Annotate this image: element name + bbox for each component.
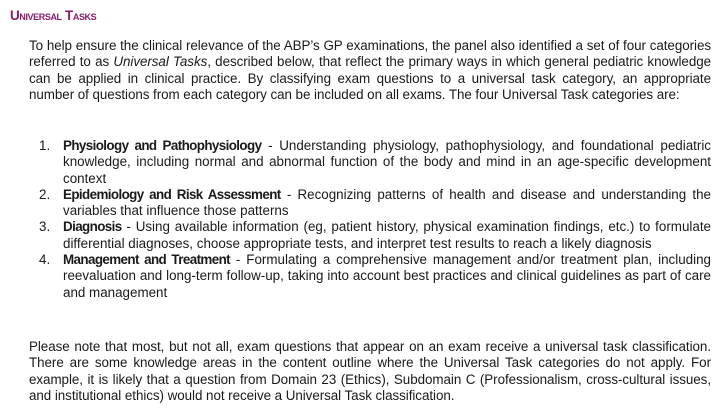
task-description: - Formulating a comprehensive management and/or treatment plan, including reevaluation and long-term follow-up, taking into account best practices and clinical guidelines as part of care and management: [63, 252, 711, 300]
task-term: Epidemiology and Risk Assessment: [63, 186, 281, 202]
intro-text-2: , described below, that reflect the primary ways in which general pediatric knowledge can be applied in clinical practice. By classifying exam questions to a universal task category, an appropriate number of questions from each category can be included on all exams. The four Universal Task categories are:: [29, 54, 712, 102]
note-paragraph: Please note that most, but not all, exam questions that appear on an exam receive a universal task classification. There are some knowledge areas in the content outline where the Universal Task categories do not apply. For example, it is likely that a question from Domain 23 (Ethics), Subdomain C (Professionalism, cross-cultural issues, and institutional ethics) would not receive a Universal Task classification.: [29, 339, 711, 403]
task-number: 4.: [39, 252, 51, 268]
intro-text-1: To help ensure the clinical relevance of the ABP’s GP examinations, the panel also identified a set of four categories referred to as: [29, 38, 711, 70]
universal-task-list: [29, 138, 711, 301]
task-term: Diagnosis: [63, 219, 122, 235]
task-item-physiology: [29, 138, 711, 187]
task-item-epidemiology: [29, 187, 711, 220]
task-term: Management and Treatment: [63, 252, 231, 268]
intro-italic-term: Universal Tasks: [113, 54, 208, 70]
intro-paragraph: [29, 38, 711, 103]
task-number: 2.: [39, 186, 51, 202]
task-term: Physiology and Pathophysiology: [63, 138, 262, 153]
task-number: 3.: [39, 219, 51, 235]
task-description: - Understanding physiology, pathophysiology, and foundational pediatric knowledge, including normal and abnormal function of the body and mind in an age-specific development context: [63, 138, 712, 186]
section-title: Universal Tasks: [10, 8, 97, 23]
task-item-management: [29, 252, 711, 301]
task-description: - Using available information (eg, patient history, physical examination findings, etc.) to formulate differential diagnoses, choose appropriate tests, and interpret test results to reach a likely diagnosis: [63, 219, 711, 251]
task-item-diagnosis: [29, 219, 711, 252]
task-description: - Recognizing patterns of health and disease and understanding the variables that influence those patterns: [63, 186, 711, 219]
task-number: 1.: [39, 138, 51, 153]
